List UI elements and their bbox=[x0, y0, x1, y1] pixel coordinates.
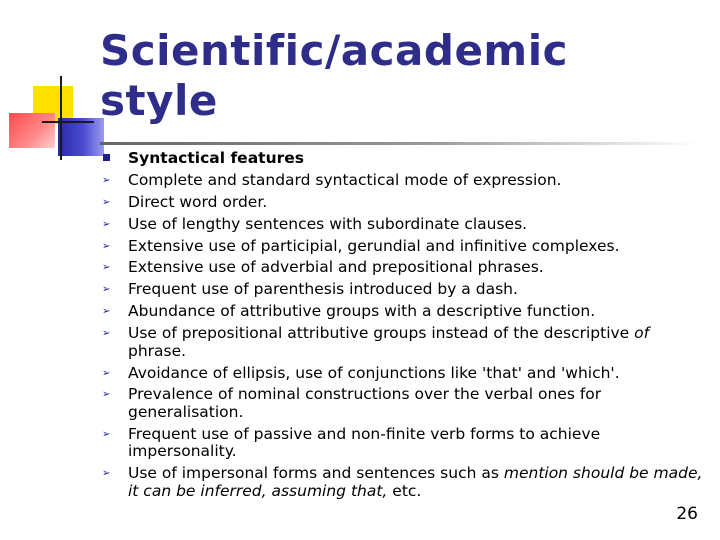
arrow-bullet-icon: ➢ bbox=[102, 218, 111, 230]
arrow-bullet-icon: ➢ bbox=[102, 468, 111, 480]
arrow-bullet-icon: ➢ bbox=[102, 240, 111, 252]
italic-text: of bbox=[634, 324, 650, 343]
decor-vertical-line bbox=[60, 76, 62, 160]
list-item bbox=[100, 365, 708, 383]
decor-horizontal-line bbox=[42, 121, 94, 123]
text-run: Extensive use of participial, gerundial and infinitive complexes. bbox=[128, 236, 620, 255]
text-run: Direct word order. bbox=[128, 192, 268, 211]
list-item bbox=[100, 465, 708, 500]
square-bullet-icon bbox=[103, 154, 110, 161]
arrow-bullet-icon: ➢ bbox=[102, 328, 111, 340]
decor-red-square bbox=[9, 113, 55, 148]
list-heading: Syntactical features bbox=[128, 149, 304, 167]
text-run: etc. bbox=[387, 481, 422, 500]
arrow-bullet-icon: ➢ bbox=[102, 428, 111, 440]
arrow-bullet-icon: ➢ bbox=[102, 389, 111, 401]
title-divider bbox=[100, 142, 700, 145]
list-item bbox=[100, 325, 708, 360]
arrow-bullet-icon: ➢ bbox=[102, 367, 111, 379]
slide-title: Scientific/academic style bbox=[100, 26, 568, 125]
text-run: Use of prepositional attributive groups instead of the descriptive bbox=[128, 324, 635, 343]
list-item-text bbox=[128, 302, 595, 320]
list-item bbox=[100, 216, 708, 234]
list-item-text bbox=[128, 385, 601, 421]
text-run: phrase. bbox=[128, 341, 187, 360]
text-run: Avoidance of ellipsis, use of conjunctions like 'that' and 'which'. bbox=[128, 363, 620, 382]
text-run: Extensive use of adverbial and prepositional phrases. bbox=[128, 258, 544, 277]
list-item-text bbox=[128, 464, 702, 500]
text-run: Frequent use of parenthesis introduced by a dash. bbox=[128, 280, 518, 299]
text-run: Abundance of attributive groups with a descriptive function. bbox=[128, 302, 596, 321]
list-heading-item bbox=[100, 150, 708, 168]
list-item-text bbox=[128, 280, 518, 298]
list-item bbox=[100, 281, 708, 299]
arrow-bullet-icon: ➢ bbox=[102, 306, 111, 318]
arrow-bullet-icon: ➢ bbox=[102, 196, 111, 208]
list-item-text bbox=[128, 324, 649, 360]
list-item-text bbox=[128, 237, 620, 255]
list-item bbox=[100, 426, 708, 461]
page-number: 26 bbox=[676, 504, 698, 524]
list-item bbox=[100, 172, 708, 190]
list-item bbox=[100, 303, 708, 321]
list-item-text bbox=[128, 215, 527, 233]
text-run: Complete and standard syntactical mode of expression. bbox=[128, 170, 562, 189]
list-item-text bbox=[128, 171, 562, 189]
decor-blue-square bbox=[58, 118, 104, 156]
text-run: Use of lengthy sentences with subordinate clauses. bbox=[128, 214, 528, 233]
text-run: Use of impersonal forms and sentences such as bbox=[128, 464, 504, 483]
arrow-bullet-icon: ➢ bbox=[102, 174, 111, 186]
list-item bbox=[100, 259, 708, 277]
arrow-bullet-icon: ➢ bbox=[102, 262, 111, 274]
list-item bbox=[100, 386, 708, 421]
arrow-bullet-icon: ➢ bbox=[102, 284, 111, 296]
italic-text: mention should be made, it can be inferred, assuming that, bbox=[128, 464, 703, 500]
text-run: Prevalence of nominal constructions over the verbal ones for generalisation. bbox=[128, 385, 602, 421]
list-item-text bbox=[128, 364, 620, 382]
feature-list bbox=[100, 150, 708, 505]
list-item bbox=[100, 238, 708, 256]
list-item-text bbox=[128, 193, 267, 211]
list-item-text bbox=[128, 258, 544, 276]
list-item bbox=[100, 194, 708, 212]
text-run: Frequent use of passive and non-finite verb forms to achieve impersonality. bbox=[128, 424, 601, 461]
list-item-text bbox=[128, 425, 600, 461]
